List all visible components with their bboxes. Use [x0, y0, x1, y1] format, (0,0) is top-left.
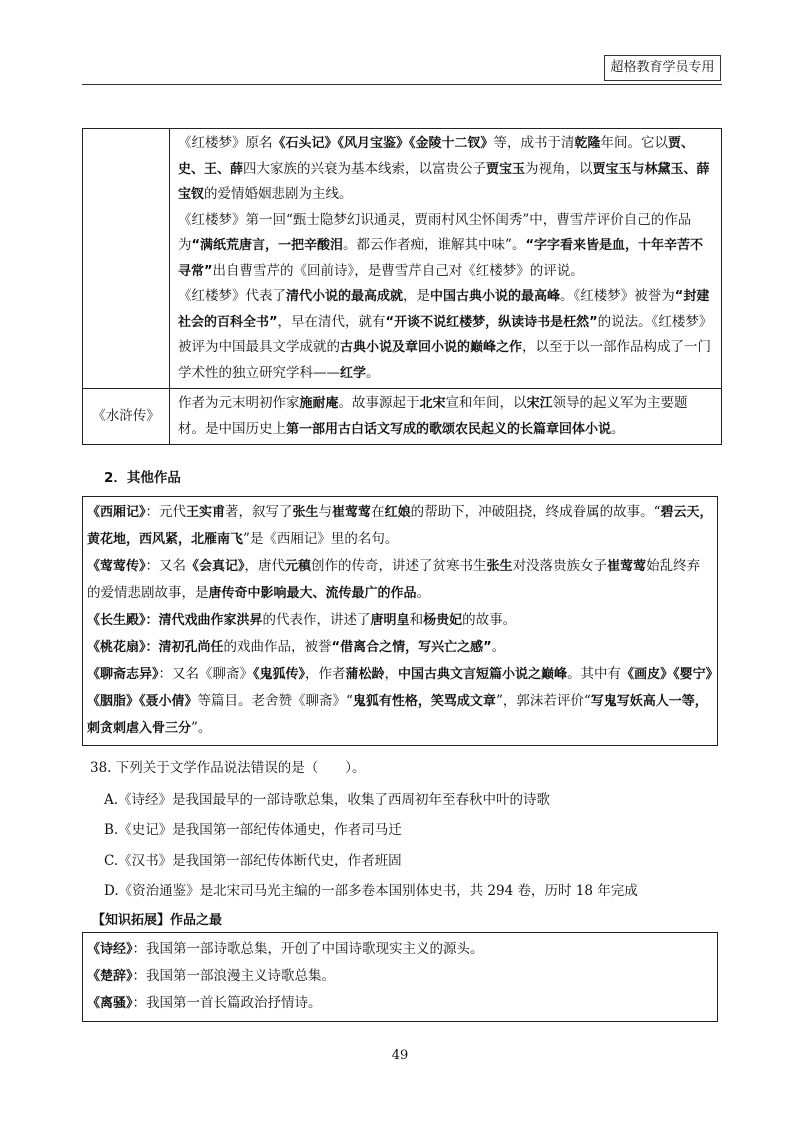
extension-label: 【知识拓展】作品之最 [92, 913, 223, 928]
text-span: ”。 [191, 720, 212, 736]
text-span: 。其中有 [567, 666, 622, 682]
bold-text: “开谈不说红楼梦，纵读诗书是枉然” [385, 314, 598, 330]
other-works-box [82, 496, 718, 746]
bold-text: 唐明皇 [370, 613, 410, 628]
text-span: ，作者 [305, 666, 346, 682]
bold-text: 张生 [292, 505, 319, 520]
text-span: 为视角，以 [525, 160, 593, 177]
text-span: 年间。它以 [600, 135, 669, 151]
bold-text: 崔莺莺 [607, 559, 647, 574]
bold-text: 《鬼狐传》 [253, 667, 306, 682]
paragraph [178, 208, 713, 285]
bold-text: “字字看来皆是血，十年辛苦不寻常” [178, 238, 703, 279]
header-label: 超格教育学员专用 [604, 55, 721, 81]
bold-text: 中国古典小说的最高峰 [430, 289, 561, 304]
bold-text: “封建社会的百科全书” [178, 289, 710, 330]
text-span: 的说法。《红楼梦》被评为中国最具文学成就的 [178, 313, 713, 355]
text-span: 对没落贵族女子 [512, 558, 608, 574]
text-span: 创作的传奇，讲述了贫寒书生 [311, 558, 487, 574]
extension-box [82, 932, 718, 1022]
bold-text: “借离合之情，写兴亡之感” [331, 640, 492, 655]
text-span: 始乱终弃的爱情悲剧故事，是 [87, 558, 701, 601]
question-stem: 38. 下列关于文学作品说法错误的是（ ）。 [90, 760, 366, 776]
text-span: ”是《西厢记》里的名句。 [243, 531, 399, 547]
bold-text: 写鬼写妖高人一等，刺贪刺虐入骨三分 [87, 694, 708, 736]
text-span: ：我国第一部诗歌总集，开创了中国诗歌现实主义的源头。 [132, 941, 484, 957]
text-span: 四大家族的兴衰为基本线索，以富贵公子 [243, 160, 487, 177]
text-span: ”，郭沫若评价“ [495, 693, 591, 709]
bold-text: 《诗经》 [87, 942, 133, 957]
text-span: ：又名 [145, 558, 187, 574]
section-heading [104, 466, 181, 486]
text-span: 《红楼梦》第一回“甄士隐梦幻识通灵，贾雨村风尘怀闺秀”中，曹雪芹评价自己的作品为 [178, 211, 692, 253]
text-span: ，以至于以一部作品构成了一门学术性的独立研究学科—— [178, 339, 712, 381]
text-span: ：又名《聊斋》 [158, 666, 254, 682]
text-span: 的帮助下，冲破阻挠，终成眷属的故事。“ [410, 504, 661, 520]
bold-text: 贾、史、王、薛 [178, 136, 695, 177]
text-span: ，早在清代，就有 [277, 313, 386, 330]
paragraph [178, 131, 713, 208]
text-span: 出自曹雪芹的《回前诗》，是曹雪芹自己对《红楼梦》的评说。 [212, 262, 584, 279]
bold-text: 鬼狐有性格，笑骂成文章 [352, 694, 496, 709]
bold-text: 蒲松龄 [345, 667, 385, 682]
text-span: 著，叙写了 [225, 504, 293, 520]
bold-text: “满纸荒唐言，一把辛酸泪 [191, 238, 344, 253]
bold-text: 《画皮》《婴宁》《胭脂》《聂小倩》 [87, 667, 713, 709]
text-span: 领导的起义军为主要题材。是中国历史上 [178, 395, 688, 437]
row-title: 《水浒传》 [83, 389, 170, 445]
text-span: 等篇目。老舍赞《聊斋》“ [197, 693, 353, 709]
row-title [83, 129, 170, 389]
bold-text: 《石头记》《风月宝鉴》《金陵十二钗》 [272, 136, 494, 151]
bold-text: 元稹 [285, 559, 312, 574]
paragraph [87, 990, 713, 1017]
option-c: C.《汉书》是我国第一部纪传体断代史，作者班固 [104, 853, 402, 869]
text-span: ，唐代 [244, 558, 286, 574]
paragraph [178, 391, 713, 442]
bold-text: 贾宝玉 [486, 161, 526, 177]
bold-text: 《聊斋志异》 [87, 667, 159, 682]
paragraph [87, 936, 713, 963]
bold-text: 《长生殿》 [87, 613, 146, 628]
bold-text: ：清代戏曲作家 [145, 613, 237, 628]
text-span: ：我国第一部浪漫主义诗歌总集。 [132, 968, 336, 984]
bold-text: 乾隆 [574, 136, 601, 151]
paragraph [87, 499, 713, 553]
table-row-hongloumeng [83, 129, 722, 389]
bold-text: 施耐庵 [299, 396, 339, 411]
bold-text: 《桃花扇》 [87, 640, 146, 655]
text-span: 的代表作，讲述了 [262, 612, 371, 628]
paragraph [87, 634, 713, 661]
bold-text: 第一部用古白话文写成的歌颂农民起义的长篇章回体小说 [286, 421, 612, 437]
bold-text: 宋江 [526, 396, 553, 411]
text-span: ：我国第一首长篇政治抒情诗。 [132, 995, 322, 1011]
bold-text: 北宋 [419, 396, 446, 411]
extension-heading [92, 910, 222, 931]
bold-text: 崔莺莺 [332, 505, 372, 520]
paragraph [87, 607, 713, 634]
text-span: ， [384, 666, 399, 682]
bold-text: 红学 [340, 365, 367, 381]
bold-text: 贾宝玉与林黛玉、薛宝钗 [178, 161, 710, 202]
text-span: 。 [366, 364, 380, 381]
row-content [170, 129, 722, 389]
section-label: 2．其他作品 [104, 470, 181, 486]
option-d: D.《资治通鉴》是北宋司马光主编的一部多卷本国别体史书，共 294 卷，历时 18 年完成 [104, 883, 638, 899]
bold-text: 《离骚》 [87, 996, 133, 1011]
text-span: 等，成书于清 [493, 135, 575, 151]
bold-text: 《会真记》 [186, 559, 245, 574]
text-span: ，是 [403, 288, 431, 304]
text-span: 的故事。 [462, 612, 517, 628]
text-span: 。都云作者痴，谁解其中味”。 [343, 237, 526, 253]
text-span: 作者为元末明初作家 [178, 395, 300, 411]
text-span: 。故事源起于 [338, 395, 420, 411]
text-span: ：元代 [145, 504, 187, 520]
text-span: 宣和年间，以 [445, 395, 527, 411]
paragraph [87, 963, 713, 990]
bold-text: 张生 [486, 559, 513, 574]
bold-text: 唐传奇中影响最大、流传最广的作品 [208, 586, 417, 601]
header-rule [82, 84, 722, 85]
option-a: A.《诗经》是我国最早的一部诗歌总集，收集了西周初年至春秋中叶的诗歌 [104, 792, 551, 808]
text-span: 在 [371, 504, 385, 520]
text-span: 。 [416, 585, 431, 601]
bold-text: 洪昇 [236, 613, 263, 628]
bold-text: 古典小说及章回小说的巅峰之作 [340, 340, 523, 355]
option-b: B.《史记》是我国第一部纪传体通史，作者司马迁 [104, 822, 402, 838]
bold-text: ：清初孔尚任 [145, 640, 224, 655]
bold-text: 红娘 [384, 505, 411, 520]
bold-text: 《楚辞》 [87, 969, 133, 984]
row-content [170, 389, 722, 445]
paragraph [87, 553, 713, 607]
text-span: 和 [409, 612, 424, 628]
bold-text: 王实甫 [186, 505, 226, 520]
text-span: 。 [611, 420, 625, 437]
page-number: 49 [391, 1048, 409, 1063]
bold-text: 《西厢记》 [87, 505, 146, 520]
text-span: 《红楼梦》代表了 [178, 288, 286, 304]
bold-text: 中国古典文言短篇小说之巅峰 [398, 667, 568, 682]
works-table [82, 128, 722, 445]
bold-text: 《莺莺传》 [87, 559, 146, 574]
text-span: 。《红楼梦》被誉为 [560, 288, 675, 304]
text-span: 的戏曲作品，被誉 [223, 639, 332, 655]
bold-text: 碧云天，黄花地，西风紧，北雁南飞 [87, 505, 713, 547]
paragraph [87, 661, 713, 742]
text-span: 与 [318, 504, 333, 520]
text-span: 。 [491, 639, 506, 655]
text-span: 《红楼梦》原名 [178, 135, 273, 151]
bold-text: 清代小说的最高成就 [286, 289, 404, 304]
table-row-shuihuzhuan [83, 389, 722, 445]
bold-text: 杨贵妃 [423, 613, 463, 628]
paragraph [178, 284, 713, 386]
text-span: 的爱情婚姻悲剧为主线。 [204, 186, 353, 202]
